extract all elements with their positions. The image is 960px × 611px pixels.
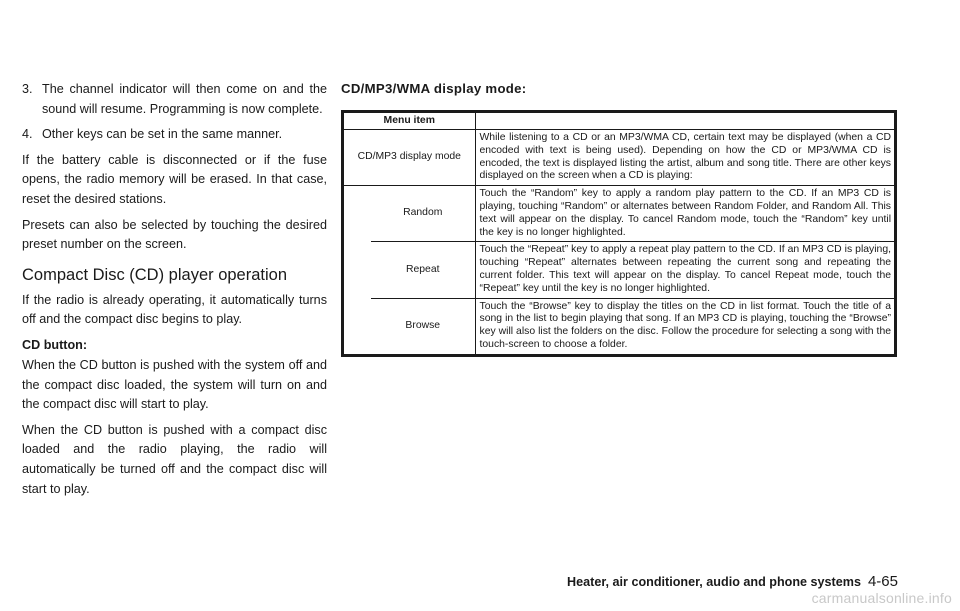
step-number: 3. [22, 82, 33, 96]
paragraph-cd-button-1: When the CD button is pushed with the system off and the compact disc loaded, the system will turn on and the compact disc will start to play. [22, 357, 327, 412]
subheading-cd-button: CD button: [22, 337, 88, 352]
paragraph-battery: If the battery cable is disconnected or if the fuse opens, the radio memory will be erased. In that case, reset the desired stations. [22, 152, 327, 206]
row-label: Repeat [371, 242, 475, 298]
footer-section-title: Heater, air conditioner, audio and phone systems [567, 575, 861, 589]
paragraph-presets: Presets can also be selected by touching the desired preset number on the screen. [22, 217, 327, 252]
table-row [343, 298, 896, 355]
indent-cell [343, 186, 372, 356]
row-label: CD/MP3 display mode [343, 130, 476, 186]
row-description: Touch the “Browse” key to display the titles on the CD in list format. Touch the title of a song in the list to begin playing that song. If an MP3 CD is playing, touching the “Browse” key will also list the folders on the disc. Follow the procedure for selecting a song with the touch-screen to choose a folder. [475, 298, 896, 355]
table-header-row [343, 112, 896, 130]
row-description: Touch the “Random” key to apply a random play pattern to the CD. If an MP3 CD is playing, touching “Random” or alternates between Random Folder, and Random All. This text will appear on the display. To cancel Random mode, touch the “Random” key until the key is no longer highlighted. [475, 186, 896, 242]
display-mode-heading: CD/MP3/WMA display mode: [341, 81, 527, 96]
row-description: While listening to a CD or an MP3/WMA CD, certain text may be displayed (when a CD encoded with text is being used). Depending on how the CD or MP3/WMA CD is encoded, the text is displayed listing the artist, album and song title. There are other keys displayed on the screen when a CD is playing: [475, 130, 896, 186]
paragraph-cd-button-2: When the CD button is pushed with a compact disc loaded and the radio playing, the radio will automatically be turned off and the compact disc will start to play. [22, 422, 327, 496]
left-column [22, 80, 327, 505]
row-description: Touch the “Repeat” key to apply a repeat play pattern to the CD. If an MP3 CD is playing, touching “Repeat” alternates between repeating the current song and repeating the current folder. This text will appear on the display. To cancel Repeat mode, touch the “Repeat” key until the key is no longer highlighted. [475, 242, 896, 298]
step-number: 4. [22, 127, 33, 142]
section-heading-cd: Compact Disc (CD) player operation [22, 265, 288, 284]
page-footer [567, 573, 898, 590]
menu-table [341, 110, 897, 357]
step-text: Other keys can be set in the same manner. [42, 127, 283, 142]
step-4 [22, 125, 327, 145]
table-row [343, 130, 896, 186]
page-number: 4-65 [867, 573, 898, 590]
header-menu-item: Menu item [343, 112, 476, 130]
watermark: carmanualsonline.info [811, 590, 952, 606]
table-row [343, 242, 896, 298]
table-row [343, 186, 896, 242]
row-label: Browse [371, 298, 475, 355]
step-text: The channel indicator will then come on and the sound will resume. Programming is now complete. [42, 82, 327, 116]
step-3 [22, 80, 327, 119]
paragraph-cd-auto: If the radio is already operating, it automatically turns off and the compact disc begins to play. [22, 292, 327, 327]
row-label: Random [371, 186, 475, 242]
header-description [475, 112, 896, 130]
